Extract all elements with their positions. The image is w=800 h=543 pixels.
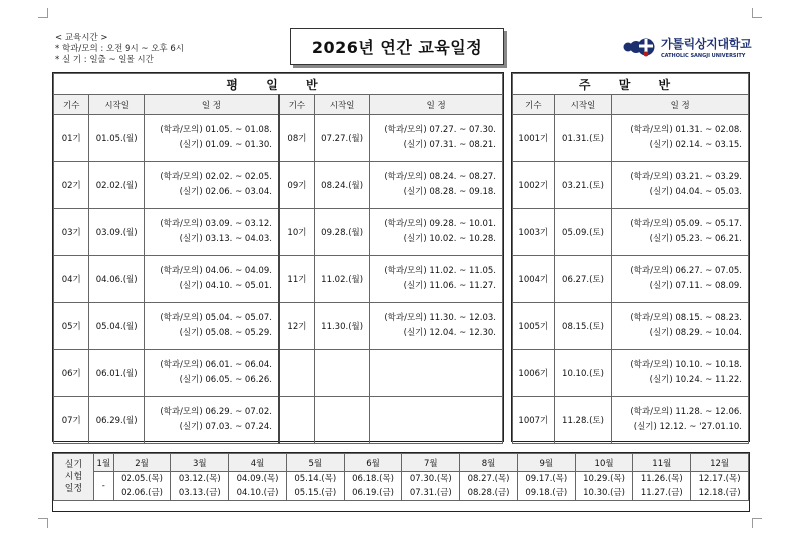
weekday-rows — [54, 115, 503, 444]
start-date: 10.10.(토) — [554, 350, 612, 397]
cohort-number: 1007기 — [513, 397, 555, 444]
info-line: * 학과/모의 : 오전 9시 ~ 오후 6시 — [55, 44, 184, 54]
cohort-number: 09기 — [279, 162, 314, 209]
month-header: 8월 — [460, 454, 518, 472]
exam-dates-cell — [460, 472, 518, 501]
start-date: 01.31.(토) — [554, 115, 612, 162]
exam-dates-cell — [286, 472, 344, 501]
schedule-cell — [370, 256, 503, 303]
exam-date: 10.30.(금) — [583, 488, 625, 498]
table-row — [513, 397, 749, 444]
practical-period: (실기) 08.28. ~ 09.18. — [403, 187, 496, 197]
schedule-cell — [612, 115, 749, 162]
weekday-section-title: 평 일 반 — [54, 74, 503, 95]
month-header-row — [54, 454, 749, 472]
label-line: 실기 — [64, 460, 83, 470]
table-row — [54, 256, 503, 303]
schedule-cell — [144, 115, 279, 162]
column-header-start: 시작일 — [554, 95, 612, 115]
cohort-number: 05기 — [54, 303, 89, 350]
schedule-cell — [370, 115, 503, 162]
logo-korean-name: 가톨릭상지대학교 — [661, 37, 752, 51]
crop-mark-bottom-left — [38, 518, 48, 528]
start-date: 11.30.(월) — [314, 303, 369, 350]
start-date: 08.24.(월) — [314, 162, 369, 209]
cohort-number: 1005기 — [513, 303, 555, 350]
start-date: 09.28.(월) — [314, 209, 369, 256]
lecture-period: (학과/모의) 07.27. ~ 07.30. — [384, 125, 496, 135]
lecture-period: (학과/모의) 06.29. ~ 07.02. — [160, 407, 272, 417]
exam-dates-cell — [94, 472, 114, 501]
cohort-number: 1001기 — [513, 115, 555, 162]
start-date: 01.05.(월) — [89, 115, 144, 162]
exam-date: 10.29.(목) — [583, 474, 625, 484]
practical-period: (실기) 12.04. ~ 12.30. — [403, 328, 496, 338]
table-row — [513, 209, 749, 256]
start-date: 07.27.(월) — [314, 115, 369, 162]
schedule-cell — [612, 256, 749, 303]
schedule-cell — [370, 303, 503, 350]
cohort-number: 1003기 — [513, 209, 555, 256]
month-header: 10월 — [575, 454, 633, 472]
column-header-ki: 기수 — [513, 95, 555, 115]
exam-date: 04.10.(금) — [236, 488, 279, 498]
month-header: 11월 — [633, 454, 691, 472]
crop-mark-top-right — [752, 8, 762, 18]
page-title — [290, 28, 504, 65]
schedule-cell — [370, 397, 503, 444]
education-hours-info — [55, 33, 184, 66]
exam-date: 11.27.(금) — [640, 488, 683, 498]
exam-dates-cell — [517, 472, 575, 501]
practical-period: (실기) 04.04. ~ 05.03. — [649, 187, 742, 197]
cohort-number — [279, 350, 314, 397]
practical-exam-label — [54, 454, 94, 501]
practical-period: (실기) 07.11. ~ 08.09. — [649, 281, 742, 291]
exam-date: 05.14.(목) — [294, 474, 337, 484]
schedule-cell — [144, 350, 279, 397]
month-header: 4월 — [229, 454, 287, 472]
schedule-cell — [144, 303, 279, 350]
schedule-cell — [144, 209, 279, 256]
lecture-period: (학과/모의) 11.30. ~ 12.03. — [384, 313, 496, 323]
column-header-schedule: 일 정 — [612, 95, 749, 115]
practical-period: (실기) 04.10. ~ 05.01. — [179, 281, 272, 291]
lecture-period: (학과/모의) 09.28. ~ 10.01. — [384, 219, 496, 229]
start-date: 03.09.(월) — [89, 209, 144, 256]
month-header: 9월 — [517, 454, 575, 472]
table-row — [54, 115, 503, 162]
month-header: 2월 — [113, 454, 171, 472]
column-header-ki: 기수 — [54, 95, 89, 115]
lecture-period: (학과/모의) 03.21. ~ 03.29. — [630, 172, 742, 182]
cohort-number: 1002기 — [513, 162, 555, 209]
start-date: 04.06.(월) — [89, 256, 144, 303]
practical-period: (실기) 10.24. ~ 11.22. — [649, 375, 742, 385]
crop-mark-bottom-right — [752, 518, 762, 528]
practical-exam-schedule — [52, 452, 750, 512]
practical-period: (실기) 10.02. ~ 10.28. — [403, 234, 496, 244]
schedule-cell — [612, 397, 749, 444]
weekday-schedule-panel — [52, 72, 504, 442]
exam-date: 05.15.(금) — [294, 488, 337, 498]
table-row — [513, 350, 749, 397]
practical-period: (실기) 05.08. ~ 05.29. — [179, 328, 272, 338]
cohort-number: 07기 — [54, 397, 89, 444]
exam-dates-cell — [344, 472, 402, 501]
practical-period: (실기) 07.03. ~ 07.24. — [179, 422, 272, 432]
cohort-number: 01기 — [54, 115, 89, 162]
university-emblem-icon — [622, 32, 658, 62]
practical-exam-table — [53, 453, 749, 501]
lecture-period: (학과/모의) 10.10. ~ 10.18. — [630, 360, 742, 370]
exam-date: 02.05.(목) — [121, 474, 163, 484]
column-header-start: 시작일 — [314, 95, 369, 115]
table-row — [54, 162, 503, 209]
start-date: 06.01.(월) — [89, 350, 144, 397]
exam-dates-cell — [402, 472, 460, 501]
column-header-start: 시작일 — [89, 95, 144, 115]
month-header: 5월 — [286, 454, 344, 472]
weekday-schedule-table — [53, 73, 503, 444]
schedule-cell — [612, 350, 749, 397]
exam-date: 03.13.(금) — [178, 488, 221, 498]
practical-period: (실기) 02.14. ~ 03.15. — [649, 140, 742, 150]
lecture-period: (학과/모의) 06.27. ~ 07.05. — [630, 266, 742, 276]
month-header: 7월 — [402, 454, 460, 472]
practical-period: (실기) 08.29. ~ 10.04. — [649, 328, 742, 338]
exam-date: 08.27.(목) — [467, 474, 510, 484]
lecture-period: (학과/모의) 01.31. ~ 02.08. — [630, 125, 742, 135]
schedule-cell — [370, 162, 503, 209]
schedule-cell — [144, 162, 279, 209]
practical-period: (실기) 12.12. ~ '27.01.10. — [633, 422, 742, 432]
cohort-number: 10기 — [279, 209, 314, 256]
exam-date: 08.28.(금) — [467, 488, 510, 498]
exam-date: 07.31.(금) — [409, 488, 452, 498]
month-header: 12월 — [691, 454, 749, 472]
schedule-cell — [370, 209, 503, 256]
practical-period: (실기) 02.06. ~ 03.04. — [179, 187, 272, 197]
schedule-cell — [612, 209, 749, 256]
start-date: 11.28.(토) — [554, 397, 612, 444]
weekend-section-title: 주 말 반 — [513, 74, 749, 95]
exam-dates-cell — [229, 472, 287, 501]
practical-period: (실기) 06.05. ~ 06.26. — [179, 375, 272, 385]
start-date: 05.09.(토) — [554, 209, 612, 256]
table-row — [513, 162, 749, 209]
exam-date: 04.09.(목) — [236, 474, 279, 484]
cohort-number — [279, 397, 314, 444]
lecture-period: (학과/모의) 04.06. ~ 04.09. — [160, 266, 272, 276]
lecture-period: (학과/모의) 08.24. ~ 08.27. — [384, 172, 496, 182]
label-line: 일정 — [64, 484, 83, 494]
start-date: 11.02.(월) — [314, 256, 369, 303]
table-row — [54, 350, 503, 397]
weekend-schedule-table — [512, 73, 749, 444]
lecture-period: (학과/모의) 05.04. ~ 05.07. — [160, 313, 272, 323]
exam-dates-cell — [633, 472, 691, 501]
logo-english-name: CATHOLIC SANGJI UNIVERSITY — [661, 53, 746, 59]
cohort-number: 1006기 — [513, 350, 555, 397]
cohort-number: 03기 — [54, 209, 89, 256]
schedule-cell — [370, 350, 503, 397]
table-row — [54, 397, 503, 444]
start-date: 05.04.(월) — [89, 303, 144, 350]
lecture-period: (학과/모의) 05.09. ~ 05.17. — [630, 219, 742, 229]
table-row — [513, 256, 749, 303]
cohort-number: 02기 — [54, 162, 89, 209]
exam-dates-cell — [113, 472, 171, 501]
cohort-number: 08기 — [279, 115, 314, 162]
cohort-number: 11기 — [279, 256, 314, 303]
column-header-schedule: 일 정 — [370, 95, 503, 115]
lecture-period: (학과/모의) 08.15. ~ 08.23. — [630, 313, 742, 323]
start-date — [314, 397, 369, 444]
month-header: 1월 — [94, 454, 114, 472]
month-header: 6월 — [344, 454, 402, 472]
info-line: * 실 기 : 일출 ~ 일몰 시간 — [55, 55, 154, 65]
exam-date: 12.18.(금) — [698, 488, 741, 498]
exam-date: 12.17.(목) — [698, 474, 741, 484]
month-header: 3월 — [171, 454, 229, 472]
info-line: < 교육시간 > — [55, 33, 108, 43]
label-line: 시험 — [64, 472, 83, 482]
lecture-period: (학과/모의) 11.28. ~ 12.06. — [630, 407, 742, 417]
practical-period: (실기) 11.06. ~ 11.27. — [403, 281, 496, 291]
column-header-schedule: 일 정 — [144, 95, 279, 115]
start-date: 03.21.(토) — [554, 162, 612, 209]
practical-period: (실기) 07.31. ~ 08.21. — [403, 140, 496, 150]
schedule-cell — [612, 303, 749, 350]
start-date: 02.02.(월) — [89, 162, 144, 209]
exam-date: 09.18.(금) — [525, 488, 568, 498]
exam-date: 02.06.(금) — [121, 488, 163, 498]
lecture-period: (학과/모의) 06.01. ~ 06.04. — [160, 360, 272, 370]
table-row — [513, 303, 749, 350]
exam-date: 11.26.(목) — [640, 474, 683, 484]
column-header-ki: 기수 — [279, 95, 314, 115]
start-date: 06.29.(월) — [89, 397, 144, 444]
cohort-number: 12기 — [279, 303, 314, 350]
exam-dates-cell — [575, 472, 633, 501]
exam-date: 03.12.(목) — [178, 474, 221, 484]
page-title-text: 2026년 연간 교육일정 — [311, 38, 483, 57]
lecture-period: (학과/모의) 03.09. ~ 03.12. — [160, 219, 272, 229]
cohort-number: 04기 — [54, 256, 89, 303]
exam-dates-cell — [171, 472, 229, 501]
exam-dates-cell — [691, 472, 749, 501]
lecture-period: (학과/모의) 01.05. ~ 01.08. — [160, 125, 272, 135]
table-row — [513, 115, 749, 162]
practical-period: (실기) 01.09. ~ 01.30. — [179, 140, 272, 150]
start-date — [314, 350, 369, 397]
schedule-cell — [144, 256, 279, 303]
lecture-period: (학과/모의) 02.02. ~ 02.05. — [160, 172, 272, 182]
start-date: 08.15.(토) — [554, 303, 612, 350]
weekend-schedule-panel — [511, 72, 750, 442]
crop-mark-top-left — [38, 8, 48, 18]
exam-date: 07.30.(목) — [409, 474, 452, 484]
exam-date: 06.18.(목) — [352, 474, 394, 484]
weekend-rows — [513, 115, 749, 444]
exam-date: - — [101, 481, 105, 491]
practical-period: (실기) 03.13. ~ 04.03. — [179, 234, 272, 244]
exam-date: 06.19.(금) — [352, 488, 394, 498]
practical-period: (실기) 05.23. ~ 06.21. — [649, 234, 742, 244]
table-row — [54, 209, 503, 256]
cohort-number: 06기 — [54, 350, 89, 397]
start-date: 06.27.(토) — [554, 256, 612, 303]
university-logo — [622, 32, 762, 62]
table-row — [54, 303, 503, 350]
cohort-number: 1004기 — [513, 256, 555, 303]
exam-dates-row — [54, 472, 749, 501]
schedule-cell — [612, 162, 749, 209]
lecture-period: (학과/모의) 11.02. ~ 11.05. — [384, 266, 496, 276]
schedule-cell — [144, 397, 279, 444]
exam-date: 09.17.(목) — [525, 474, 568, 484]
